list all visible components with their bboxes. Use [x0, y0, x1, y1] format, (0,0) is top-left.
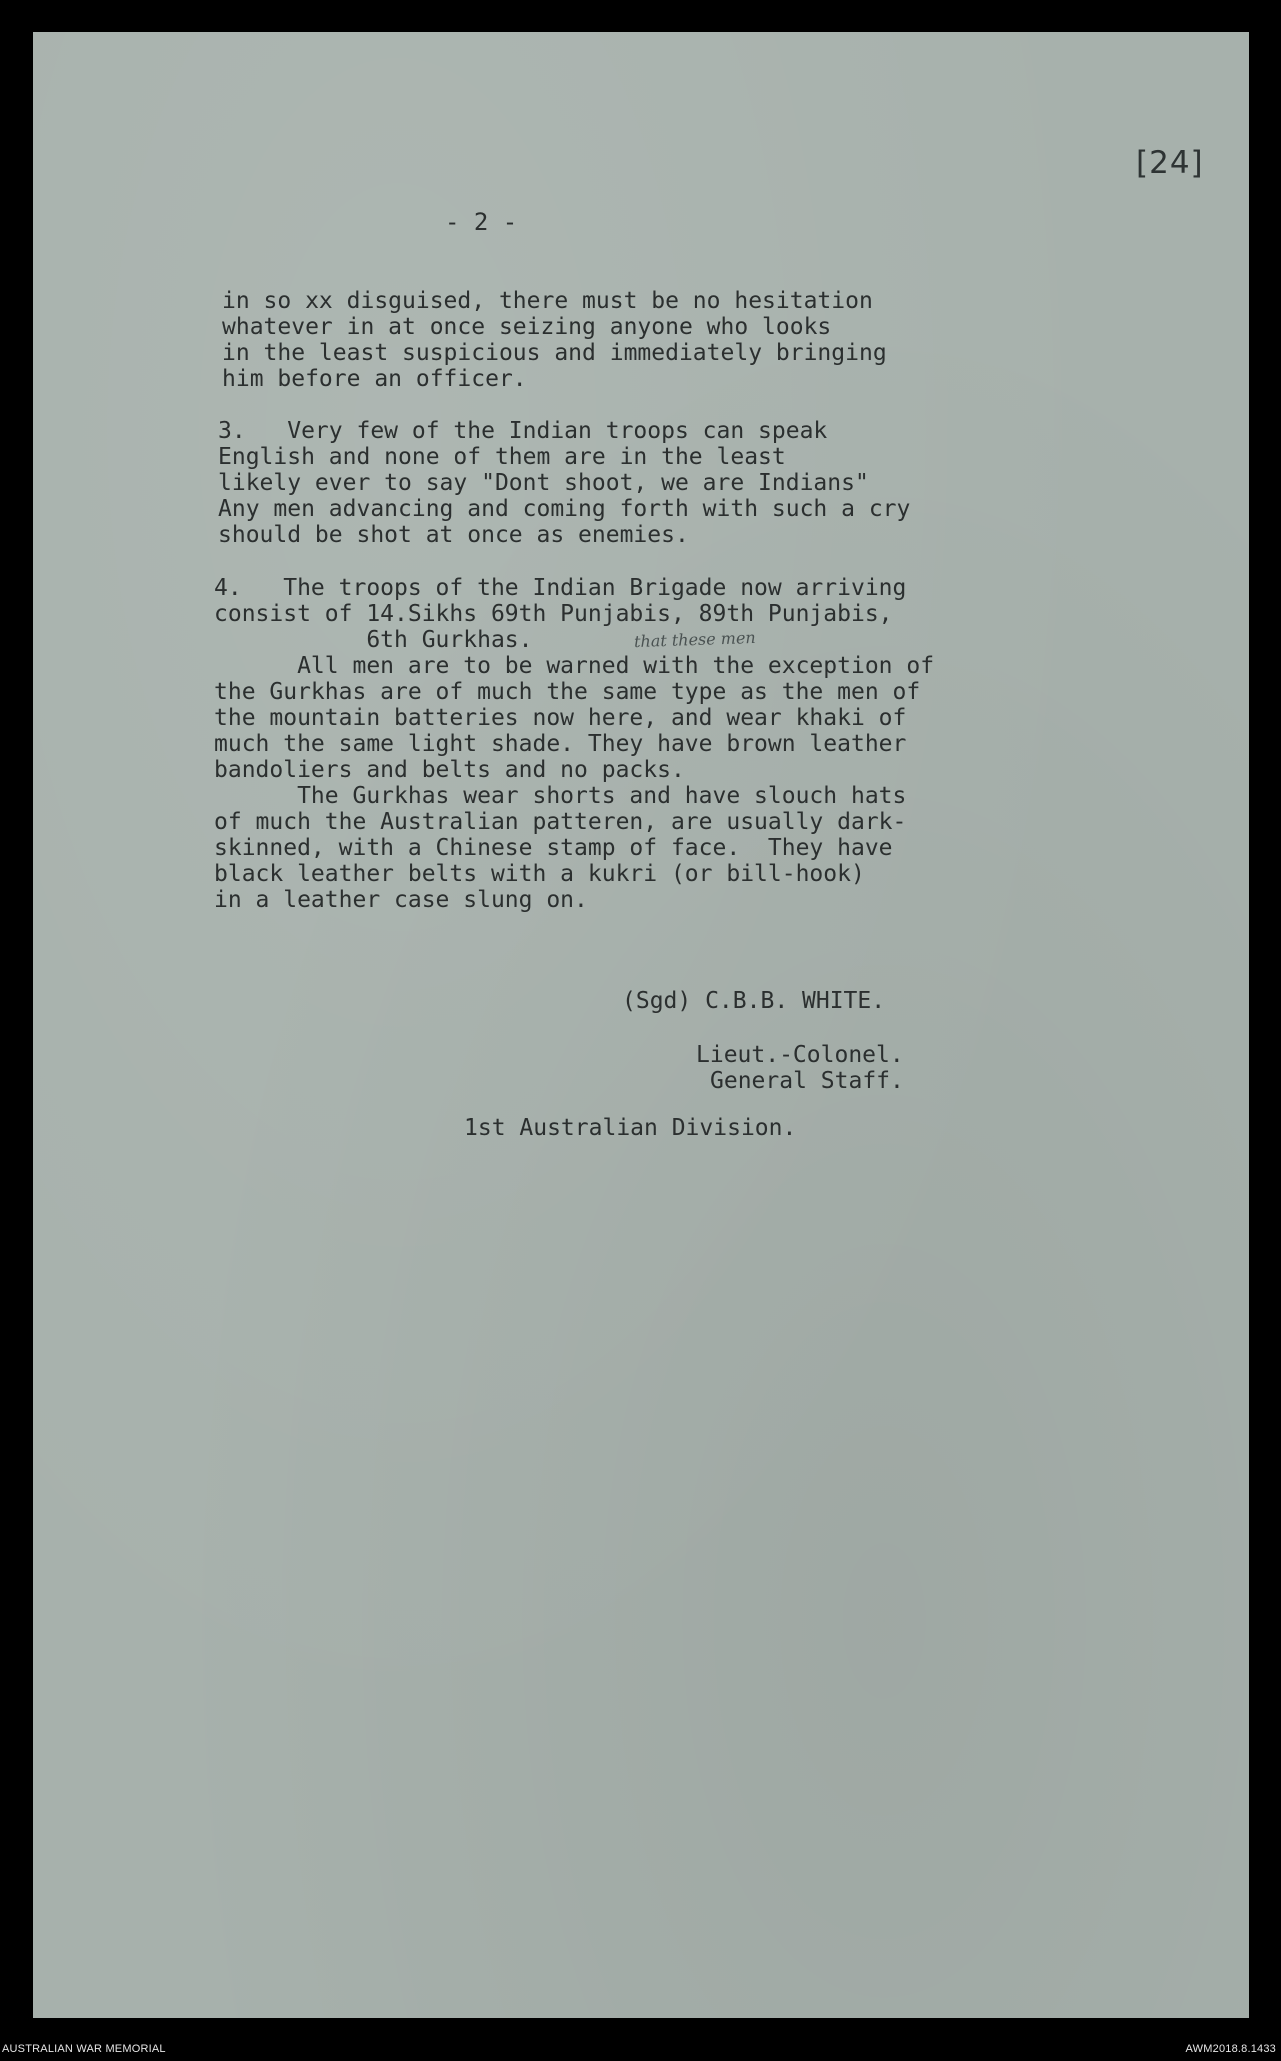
- division-line: 1st Australian Division.: [464, 1115, 797, 1141]
- text-line: should be shot at once as enemies.: [218, 522, 689, 548]
- text-line: black leather belts with a kukri (or bill-hook): [214, 861, 865, 887]
- text-line: him before an officer.: [222, 366, 527, 392]
- text-line: 6th Gurkhas.: [214, 627, 533, 653]
- text-line: All men are to be warned with the exception of: [214, 653, 935, 679]
- text-line: 3. Very few of the Indian troops can speak: [218, 418, 828, 444]
- text-line: whatever in at once seizing anyone who looks: [222, 314, 832, 340]
- text-line: in so xx disguised, there must be no hesitation: [222, 288, 873, 314]
- staff-line: General Staff.: [710, 1068, 904, 1094]
- text-line: much the same light shade. They have brown leather: [214, 731, 907, 757]
- text-line: The Gurkhas wear shorts and have slouch hats: [214, 783, 907, 809]
- text-line: in a leather case slung on.: [214, 887, 588, 913]
- handwritten-insertion: that these men: [633, 627, 756, 652]
- text-line: in the least suspicious and immediately bringing: [222, 340, 887, 366]
- text-line: consist of 14.Sikhs 69th Punjabis, 89th Punjabis,: [214, 601, 893, 627]
- text-line: English and none of them are in the least: [218, 444, 786, 470]
- text-line: skinned, with a Chinese stamp of face. They have: [214, 835, 893, 861]
- signature-line: (Sgd) C.B.B. WHITE.: [622, 988, 886, 1014]
- footer-accession-number: AWM2018.8.1433: [1185, 2043, 1276, 2055]
- text-line: bandoliers and belts and no packs.: [214, 757, 685, 783]
- text-line: Any men advancing and coming forth with such a cry: [218, 496, 911, 522]
- text-line: likely ever to say "Dont shoot, we are Indians": [218, 470, 869, 496]
- text-line: 4. The troops of the Indian Brigade now arriving: [214, 575, 907, 601]
- folio-number: [24]: [1136, 145, 1204, 181]
- text-line: the mountain batteries now here, and wear khaki of: [214, 705, 907, 731]
- page-number: - 2 -: [445, 208, 518, 236]
- footer-institution: AUSTRALIAN WAR MEMORIAL: [2, 2043, 166, 2055]
- text-line: of much the Australian patteren, are usually dark-: [214, 809, 907, 835]
- text-line: the Gurkhas are of much the same type as the men of: [214, 679, 921, 705]
- rank-line: Lieut.-Colonel.: [696, 1042, 904, 1068]
